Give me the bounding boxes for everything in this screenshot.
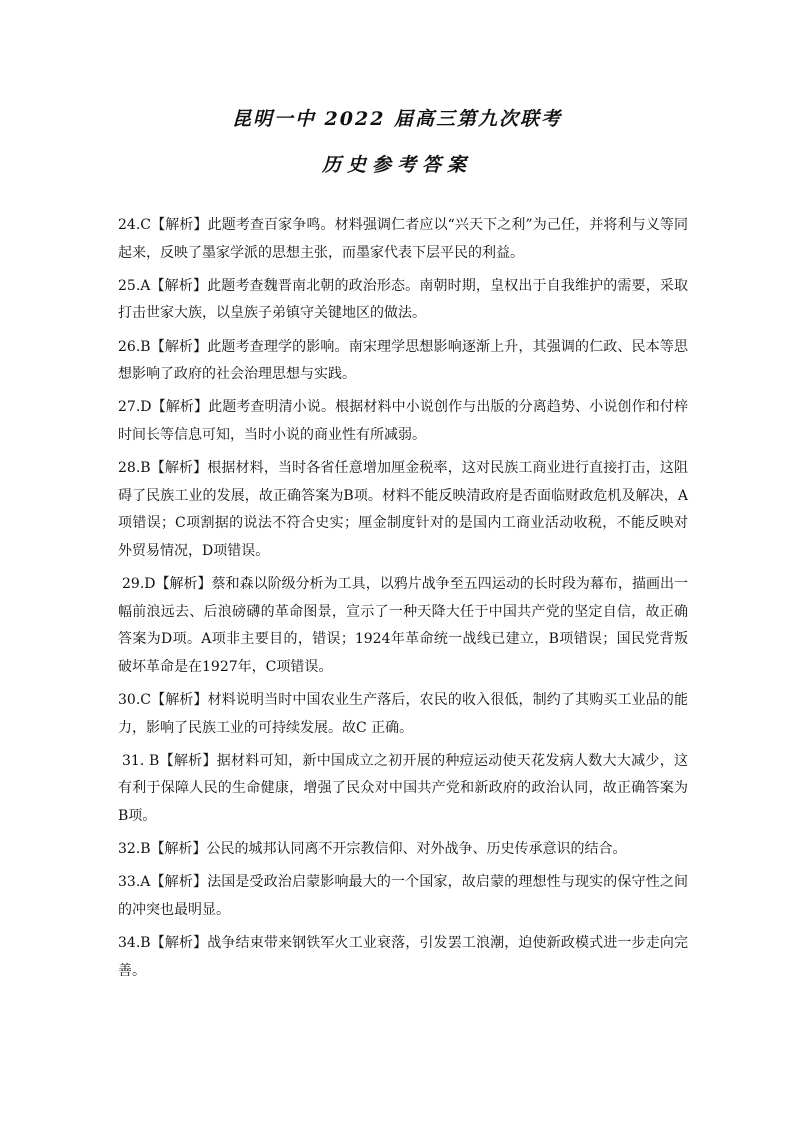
answer-27: 27.D【解析】此题考查明清小说。根据材料中小说创作与出版的分离趋势、小说创作和付梓时间长等信息可知，当时小说的商业性有所减弱。 [118,399,688,443]
answer-32: 32.B【解析】公民的城邦认同离不开宗教信仰、对外战争、历史传承意识的结合。 [118,841,627,858]
document-subtitle: 历史参考答案 [321,154,472,176]
answer-28: 28.B【解析】根据材料，当时各省任意增加厘金税率，这对民族工商业进行直接打击，这阻碍了民族工业的发展，故正确答案为B项。材料不能反映清政府是否面临财政危机及解决，A项错误；C项割据的说法不符合史实；厘金制度针对的是国内工商业活动收税，不能反映对外贸易情况，D项错误。 [118,460,688,559]
answer-31: 31. B【解析】据材料可知，新中国成立之初开展的种痘运动使天花发病人数大大减少，这有利于保障人民的生命健康，增强了民众对中国共产党和新政府的政治认同，故正确答案为B项。 [118,752,688,825]
answer-33: 33.A【解析】法国是受政治启蒙影响最大的一个国家，故启蒙的理想性与现实的保守性之间的冲突也最明显。 [118,874,688,918]
document-title: 昆明一中 2022 届高三第九次联考 [231,108,563,130]
answer-26: 26.B【解析】此题考查理学的影响。南宋理学思想影响逐渐上升，其强调的仁政、民本等思想影响了政府的社会治理思想与实践。 [118,338,688,383]
answer-34: 34.B【解析】战争结束带来钢铁军火工业衰落，引发罢工浪潮，迫使新政模式进一步走向完善。 [118,935,688,979]
answer-24: 24.C【解析】此题考查百家争鸣。材料强调仁者应以“兴天下之利”为己任，并将利与义等同起来，反映了墨家学派的思想主张，而墨家代表下层平民的利益。 [118,217,688,261]
answer-29: 29.D【解析】蔡和森以阶级分析为工具，以鸦片战争至五四运动的长时段为幕布，描画出一幅前浪远去、后浪磅礴的革命图景，宣示了一种天降大任于中国共产党的坚定自信，故正确答案为D项。A项非主要目的，错误；1924年革命统一战线已建立，B项错误；国民党背叛破坏革命是在1927年，C项错误。 [118,576,688,675]
answer-list [118,212,688,991]
answer-30: 30.C【解析】材料说明当时中国农业生产落后，农民的收入很低，制约了其购买工业品的能力，影响了民族工业的可持续发展。故C 正确。 [118,692,688,736]
answer-25: 25.A【解析】此题考查魏晋南北朝的政治形态。南朝时期，皇权出于自我维护的需要，采取打击世家大族，以皇族子弟镇守关键地区的做法。 [118,277,688,322]
